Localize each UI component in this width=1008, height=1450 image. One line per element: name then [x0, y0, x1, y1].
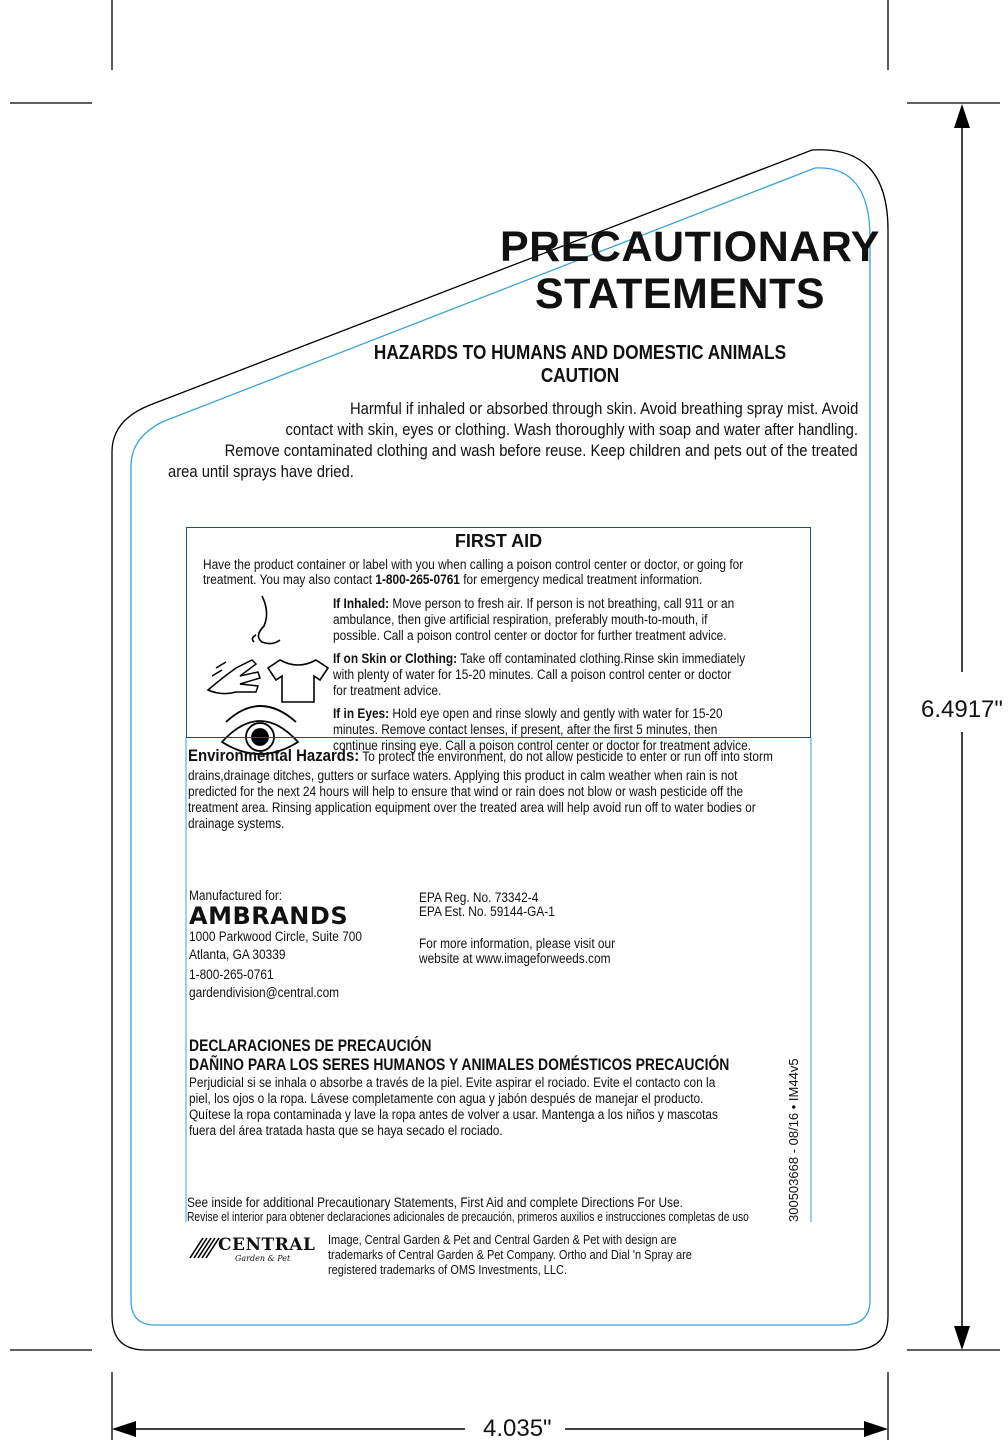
environmental-label: Environmental Hazards:	[188, 746, 360, 765]
environmental-text: To protect the environment, do not allow pesticide to enter or run off into storm	[359, 749, 773, 764]
epa-est-number: EPA Est. No. 59144-GA-1	[419, 904, 555, 919]
eyes-instructions	[333, 706, 723, 721]
manufacturer-address: 1000 Parkwood Circle, Suite 700	[189, 929, 363, 944]
central-logo-word: CENTRAL	[218, 1235, 316, 1255]
spanish-text: Perjudicial si se inhala o absorbe a través de la piel. Evite aspirar el rociado. Evite el contacto con la	[189, 1075, 716, 1090]
eyes-text: Hold eye open and rinse slowly and gently with water for 15-20	[389, 706, 723, 721]
manufacturer-phone: 1-800-265-0761	[189, 967, 274, 982]
central-logo-icon	[190, 1238, 219, 1258]
trademark-text: registered trademarks of OMS Investments, LLC.	[328, 1263, 568, 1277]
emergency-phone: 1-800-265-0761	[375, 572, 460, 587]
environmental-text: predicted for the next 24 hours will help to ensure that wind or rain does not blow or wash pesticide off the	[188, 784, 744, 799]
eyes-label: If in Eyes:	[333, 706, 390, 721]
see-inside-text: See inside for additional Precautionary Statements, First Aid and complete Directions For Use.	[187, 1195, 683, 1210]
skin-text: for treatment advice.	[333, 683, 442, 698]
inhaled-text: possible. Call a poison control center or doctor for further treatment advice.	[333, 628, 727, 643]
first-aid-intro-text: treatment. You may also contact	[203, 572, 376, 587]
manufacturer-email: gardendivision@central.com	[189, 985, 340, 1000]
environmental-text: drains,drainage ditches, gutters or surface waters. Applying this product in calm weather when rain is not	[188, 768, 738, 783]
hazard-text-line: area until sprays have dried.	[168, 462, 354, 481]
environmental-text: treatment area. Rinsing application equipment over the treated area will help avoid run off to water bodies or	[188, 800, 756, 815]
page-title-line-1: PRECAUTIONARY	[500, 223, 880, 271]
skin-label: If on Skin or Clothing:	[333, 651, 458, 666]
revise-text: Revise el interior para obtener declaraciones adicionales de precaución, primeros auxilios e instrucciones completas de uso	[187, 1210, 749, 1224]
signal-word: CAUTION	[540, 365, 620, 387]
trademark-text: trademarks of Central Garden & Pet Company. Ortho and Dial 'n Spray are	[328, 1248, 692, 1262]
website-text: website at www.imageforweeds.com	[419, 951, 611, 966]
manufacturer-address: Atlanta, GA 30339	[189, 947, 286, 962]
spanish-subheading: DAÑINO PARA LOS SERES HUMANOS Y ANIMALES DOMÉSTICOS PRECAUCIÓN	[189, 1055, 730, 1074]
first-aid-title: FIRST AID	[454, 531, 543, 551]
spanish-text: fuera del área tratada hasta que se haya secado el rociado.	[189, 1123, 503, 1138]
epa-reg-number: EPA Reg. No. 73342-4	[419, 890, 539, 905]
label-code: 300503668 - 08/16 • IM44v5	[786, 1058, 801, 1222]
arrow-right-icon	[864, 1421, 888, 1437]
environmental-text: drainage systems.	[188, 816, 285, 831]
spanish-heading: DECLARACIONES DE PRECAUCIÓN	[189, 1036, 432, 1055]
page-title-line-2: STATEMENTS	[534, 270, 826, 318]
brand-name: AMBRANDS	[189, 902, 349, 930]
first-aid-intro: Have the product container or label with you when calling a poison control center or doctor, or going for	[203, 557, 744, 572]
spanish-text: Quítese la ropa contaminada y lave la ropa antes de volver a usar. Mantenga a los niños y mascotas	[189, 1107, 718, 1122]
first-aid-intro-text: for emergency medical treatment information.	[459, 572, 703, 587]
more-info-text: For more information, please visit our	[419, 936, 616, 951]
eyes-text: minutes. Remove contact lenses, if present, after the first 5 minutes, then	[333, 722, 718, 737]
inhaled-instructions	[333, 596, 734, 611]
height-dimension-label: 6.4917"	[921, 696, 1003, 723]
manufactured-for-label: Manufactured for:	[189, 888, 283, 903]
width-dimension-label: 4.035"	[483, 1415, 552, 1442]
arrow-down-icon	[954, 1326, 970, 1350]
hazard-text-line: Remove contaminated clothing and wash before reuse. Keep children and pets out of the treated	[224, 441, 858, 460]
inhaled-text: Move person to fresh air. If person is not breathing, call 911 or an	[389, 596, 735, 611]
arrow-left-icon	[112, 1421, 136, 1437]
trademark-text: Image, Central Garden & Pet and Central Garden & Pet with design are	[328, 1233, 677, 1247]
skin-instructions	[333, 651, 745, 666]
inhaled-text: ambulance, then give artificial respiration, preferably mouth-to-mouth, if	[333, 612, 708, 627]
arrow-up-icon	[954, 104, 970, 128]
hazard-heading: HAZARDS TO HUMANS AND DOMESTIC ANIMALS	[373, 342, 787, 364]
hazard-text-line: contact with skin, eyes or clothing. Wash thoroughly with soap and water after handling.	[285, 420, 858, 439]
spanish-text: piel, los ojos o la ropa. Lávese completamente con agua y jabón después de manejar el producto.	[189, 1091, 704, 1106]
skin-text: Take off contaminated clothing.Rinse skin immediately	[457, 651, 746, 666]
eyes-text: continue rinsing eye. Call a poison control center or doctor for treatment advice.	[333, 738, 751, 753]
hazard-text-line: Harmful if inhaled or absorbed through skin. Avoid breathing spray mist. Avoid	[349, 399, 858, 418]
environmental-hazards	[188, 748, 773, 764]
first-aid-intro	[203, 572, 702, 587]
central-logo-subtitle: Garden & Pet	[235, 1254, 291, 1263]
skin-text: with plenty of water for 15-20 minutes. Call a poison control center or doctor	[333, 667, 732, 682]
inhaled-label: If Inhaled:	[333, 596, 390, 611]
